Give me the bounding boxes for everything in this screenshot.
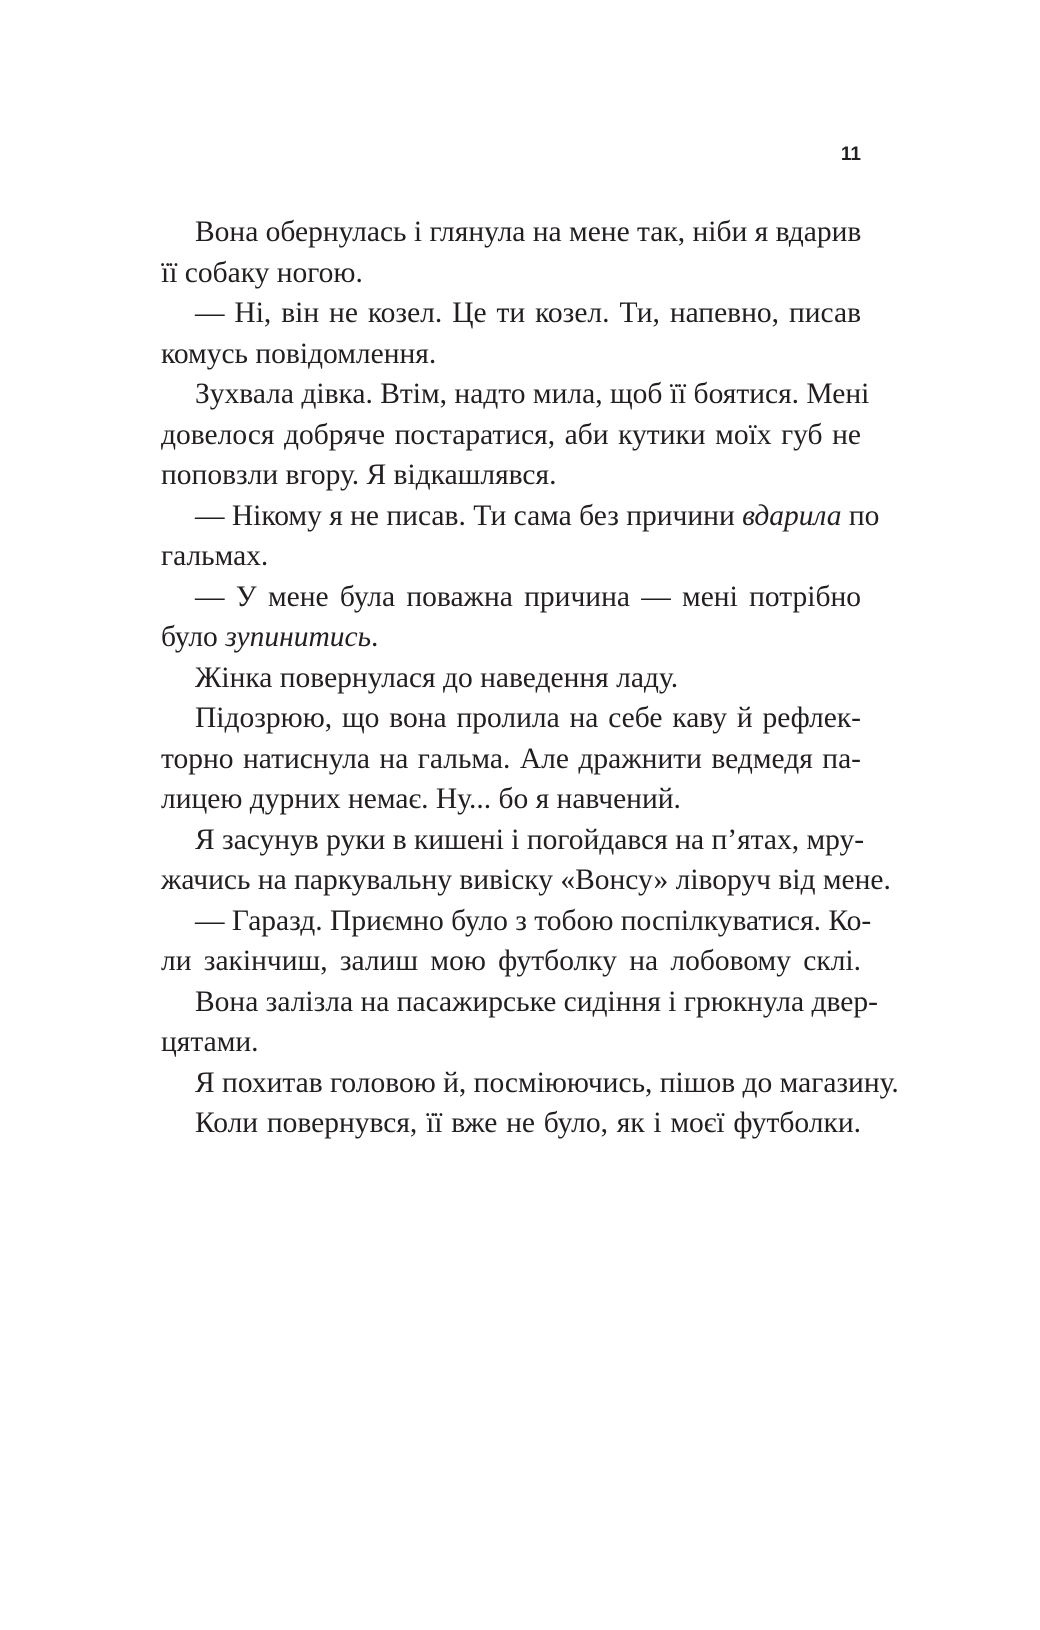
text-line: Я засунув руки в кишені і погойдався на п’ятах, мру- — [195, 823, 865, 856]
text-line: лицею дурних немає. Ну... бо я навчений. — [161, 783, 681, 815]
text-line: Вона залізла на пасажирське сидіння і грюкнула двер- — [195, 985, 878, 1018]
paragraph — [127, 496, 880, 577]
paragraph — [127, 820, 891, 901]
text-line: Жінка повернулася до наведення ладу. — [195, 661, 679, 694]
text-line: ли закінчиш, залиш мою футболку на лобовому склі. — [161, 945, 861, 977]
paragraph — [127, 374, 870, 496]
emphasis: зупинитись — [225, 621, 372, 653]
paragraph — [127, 658, 861, 699]
text-line: Зухвала дівка. Втім, надто мила, щоб її боятися. Мені — [195, 378, 870, 410]
text-line: — У мене була поважна причина — мені потрібно — [195, 580, 861, 613]
text-line: цятами. — [161, 1026, 259, 1058]
text-line: було зупинитись. — [161, 621, 379, 653]
emphasis: вдарила — [742, 499, 842, 532]
paragraph — [127, 293, 861, 374]
paragraph — [127, 1063, 899, 1104]
text-line: — Нікому я не писав. Ти сама без причини вдарила по — [195, 499, 880, 532]
text-line: комусь повідомлення. — [161, 337, 437, 370]
text-line: жачись на паркувальну вивіску «Вонсу» ліворуч від мене. — [161, 864, 891, 896]
paragraph — [127, 212, 861, 293]
text-line: її собаку ногою. — [161, 256, 363, 289]
text-line: довелося добряче постаратися, аби кутики моїх губ не — [161, 418, 861, 451]
paragraph — [127, 698, 861, 820]
text-line: гальмах. — [161, 540, 269, 572]
paragraph — [127, 577, 861, 658]
text-line: поповзли вгору. Я відкашлявся. — [161, 459, 557, 491]
text-line: Коли повернувся, її вже не було, як і моєї футболки. — [195, 1107, 861, 1139]
text-line: Вона обернулась і глянула на мене так, ніби я вдарив — [195, 216, 862, 248]
body-text — [127, 212, 899, 1144]
paragraph — [127, 982, 878, 1063]
text-line: торно натиснула на гальма. Але дражнити ведмедя па- — [161, 742, 861, 775]
paragraph — [127, 1103, 861, 1144]
text-line: — Гаразд. Приємно було з тобою поспілкуватися. Ко- — [195, 904, 872, 937]
text-line: Я похитав головою й, посміюючись, пішов до магазину. — [195, 1066, 899, 1099]
text-line: — Ні, він не козел. Це ти козел. Ти, напевно, писав — [195, 297, 861, 329]
page-number: 11 — [840, 144, 861, 165]
paragraph — [127, 901, 872, 982]
text-line: Підозрюю, що вона пролила на себе каву й рефлек- — [195, 702, 861, 734]
